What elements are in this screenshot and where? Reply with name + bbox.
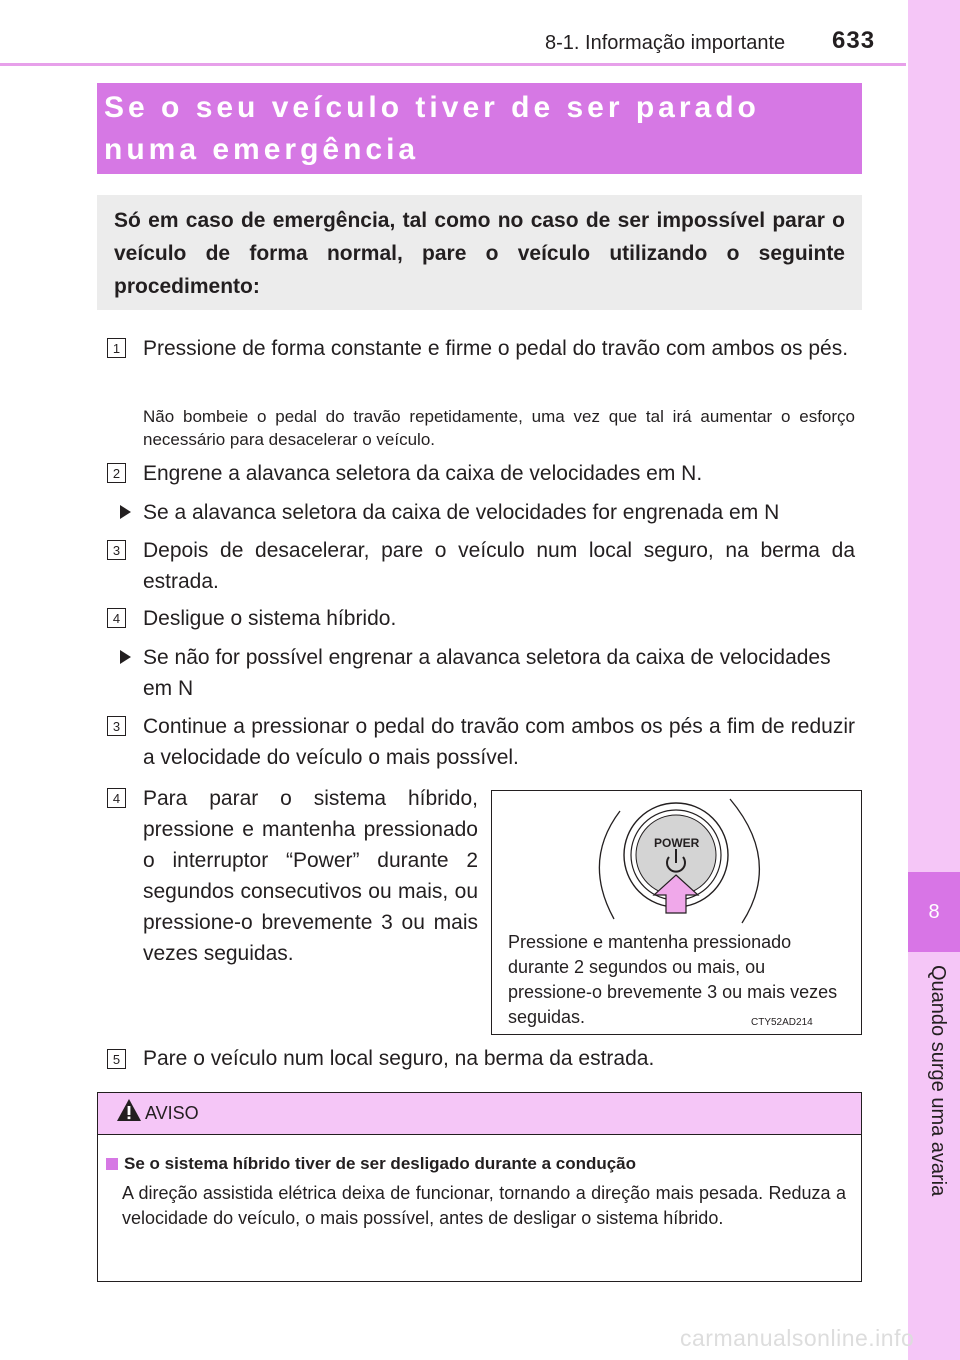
page-title: Se o seu veículo tiver de ser parado numa emergência	[104, 91, 760, 166]
chapter-number-tab[interactable]: 8	[908, 872, 960, 952]
warning-title-text: Se o sistema híbrido tiver de ser desligado durante a condução	[124, 1154, 637, 1173]
warning-label: AVISO	[145, 1103, 199, 1123]
warning-box	[97, 1092, 862, 1282]
step-text: Engrene a alavanca seletora da caixa de velocidades em N.	[143, 462, 703, 485]
header-rule	[0, 63, 906, 66]
intro-text: Só em caso de emergência, tal como no caso de ser impossível parar o veículo de forma normal, pare o veículo utilizando o seguinte procedimento:	[114, 209, 845, 298]
step-number-badge: 5	[107, 1049, 126, 1069]
square-bullet-icon	[106, 1158, 118, 1170]
condition-arrow-icon	[120, 505, 131, 519]
watermark: carmanualsonline.info	[680, 1325, 915, 1351]
intro-box	[97, 195, 862, 310]
power-switch-figure	[491, 790, 862, 1035]
step-number-badge: 3	[107, 540, 126, 560]
section-title: 8-1. Informação importante	[545, 32, 786, 54]
page-number: 633	[832, 27, 876, 54]
step-text: Depois de desacelerar, pare o veículo num local seguro, na berma da estrada.	[143, 539, 855, 593]
page-title-banner	[97, 83, 862, 174]
step-text: Continue a pressionar o pedal do travão com ambos os pés a fim de reduzir a velocidade do veículo o mais possível.	[143, 715, 855, 769]
step-text: Pressione de forma constante e firme o pedal do travão com ambos os pés.	[143, 337, 849, 360]
condition-heading: Se não for possível engrenar a alavanca seletora da caixa de velocidades em N	[143, 646, 831, 700]
step-text: Para parar o sistema híbrido, pressione e mantenha pressionado o interruptor “Power” durante 2 segundos consecutivos ou mais, ou pressione-o brevemente 3 ou mais vezes seguidas.	[143, 787, 478, 965]
step-text: Pare o veículo num local seguro, na berma da estrada.	[143, 1047, 655, 1070]
power-button-label: POWER	[654, 836, 700, 850]
warning-body: A direção assistida elétrica deixa de funcionar, tornando a direção mais pesada. Reduza a velocidade do veículo, o mais possível, antes de desligar o sistema híbrido.	[122, 1183, 846, 1228]
step-number-badge: 4	[107, 788, 126, 808]
step-number-badge: 1	[107, 338, 126, 358]
step-number-badge: 2	[107, 463, 126, 483]
warning-title	[106, 1154, 636, 1174]
condition-arrow-icon	[120, 650, 131, 664]
step-note: Não bombeie o pedal do travão repetidamente, uma vez que tal irá aumentar o esforço necessário para desacelerar o veículo.	[143, 407, 855, 449]
figure-code: CTY52AD214	[751, 1017, 813, 1028]
step-number-badge: 4	[107, 608, 126, 628]
step-text: Desligue o sistema híbrido.	[143, 607, 397, 630]
step-number-badge: 3	[107, 716, 126, 736]
power-button-illustration	[492, 791, 863, 931]
warning-header	[98, 1093, 861, 1135]
chapter-label: Quando surge uma avaria	[927, 965, 949, 1197]
warning-triangle-icon	[116, 1098, 142, 1122]
figure-caption: Pressione e mantenha pressionado durante 2 segundos ou mais, ou pressione-o brevemente 3 ou mais vezes seguidas.	[508, 932, 838, 1027]
condition-heading: Se a alavanca seletora da caixa de velocidades for engrenada em N	[143, 501, 780, 524]
